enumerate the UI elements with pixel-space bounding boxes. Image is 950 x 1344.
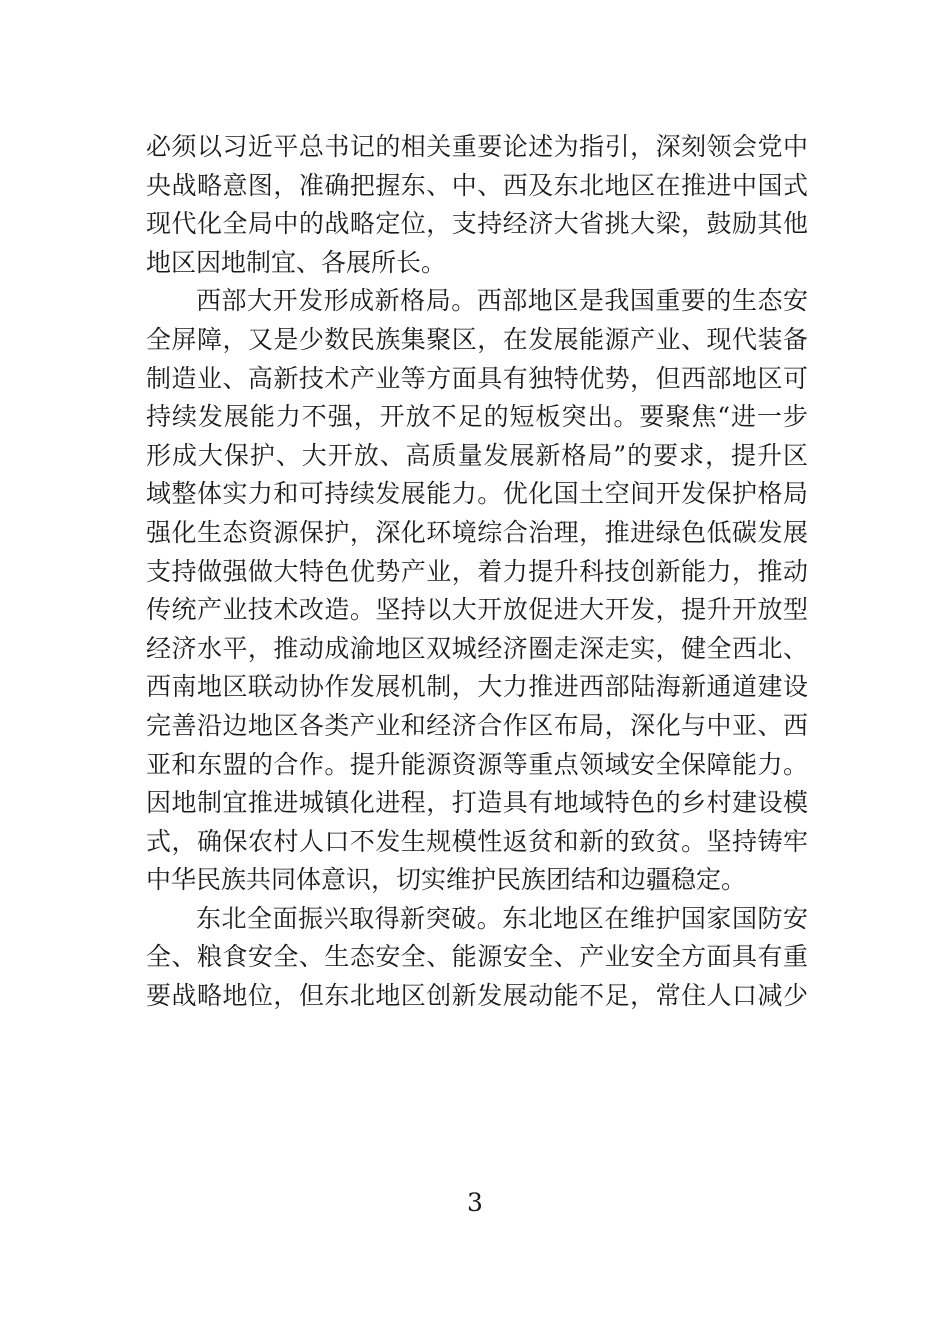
text-line: 要战略地位，但东北地区创新发展动能不足，常住人口减少: [146, 981, 808, 1011]
text-line: 地区因地制宜、各展所长。: [146, 247, 447, 277]
text-line: 形成大保护、大开放、高质量发展新格局”的要求，提升区: [146, 440, 808, 470]
text-line: 中华民族共同体意识，切实维护民族团结和边疆稳定。: [146, 865, 747, 895]
text-line: 传统产业技术改造。坚持以大开放促进大开发，提升开放型: [146, 595, 808, 625]
text-line: 亚和东盟的合作。提升能源资源等重点领域安全保障能力。: [146, 749, 808, 779]
text-line: 因地制宜推进城镇化进程，打造具有地域特色的乡村建设模: [146, 788, 808, 818]
text-line: 式，确保农村人口不发生规模性返贫和新的致贫。坚持铸牢: [146, 826, 808, 856]
text-line: 支持做强做大特色优势产业，着力提升科技创新能力，推动: [146, 556, 808, 586]
text-line: 制造业、高新技术产业等方面具有独特优势，但西部地区可: [146, 363, 808, 393]
text-line: 央战略意图，准确把握东、中、西及东北地区在推进中国式: [146, 170, 808, 200]
text-line: 经济水平，推动成渝地区双城经济圈走深走实，健全西北、: [146, 633, 808, 663]
text-line: 必须以习近平总书记的相关重要论述为指引，深刻领会党中: [146, 132, 808, 161]
text-line: 全屏障，又是少数民族集聚区，在发展能源产业、现代装备: [146, 324, 808, 354]
text-line: 强化生态资源保护，深化环境综合治理，推进绿色低碳发展: [146, 517, 808, 547]
paragraph-heading-line: 西部大开发形成新格局。西部地区是我国重要的生态安: [196, 286, 808, 316]
text-line: 西南地区联动协作发展机制，大力推进西部陆海新通道建设: [146, 672, 808, 702]
text-line: 域整体实力和可持续发展能力。优化国土空间开发保护格局: [146, 479, 808, 509]
text-line: 持续发展能力不强，开放不足的短板突出。要聚焦“进一步: [146, 402, 808, 432]
text-line: 现代化全局中的战略定位，支持经济大省挑大梁，鼓励其他: [146, 209, 808, 239]
body-text: [146, 128, 808, 1016]
paragraph-heading-line: 东北全面振兴取得新突破。东北地区在维护国家国防安: [196, 903, 808, 933]
text-line: 全、粮食安全、生态安全、能源安全、产业安全方面具有重: [146, 942, 808, 972]
page-number: 3: [467, 1188, 483, 1217]
text-line: 完善沿边地区各类产业和经济合作区布局，深化与中亚、西: [146, 710, 808, 740]
